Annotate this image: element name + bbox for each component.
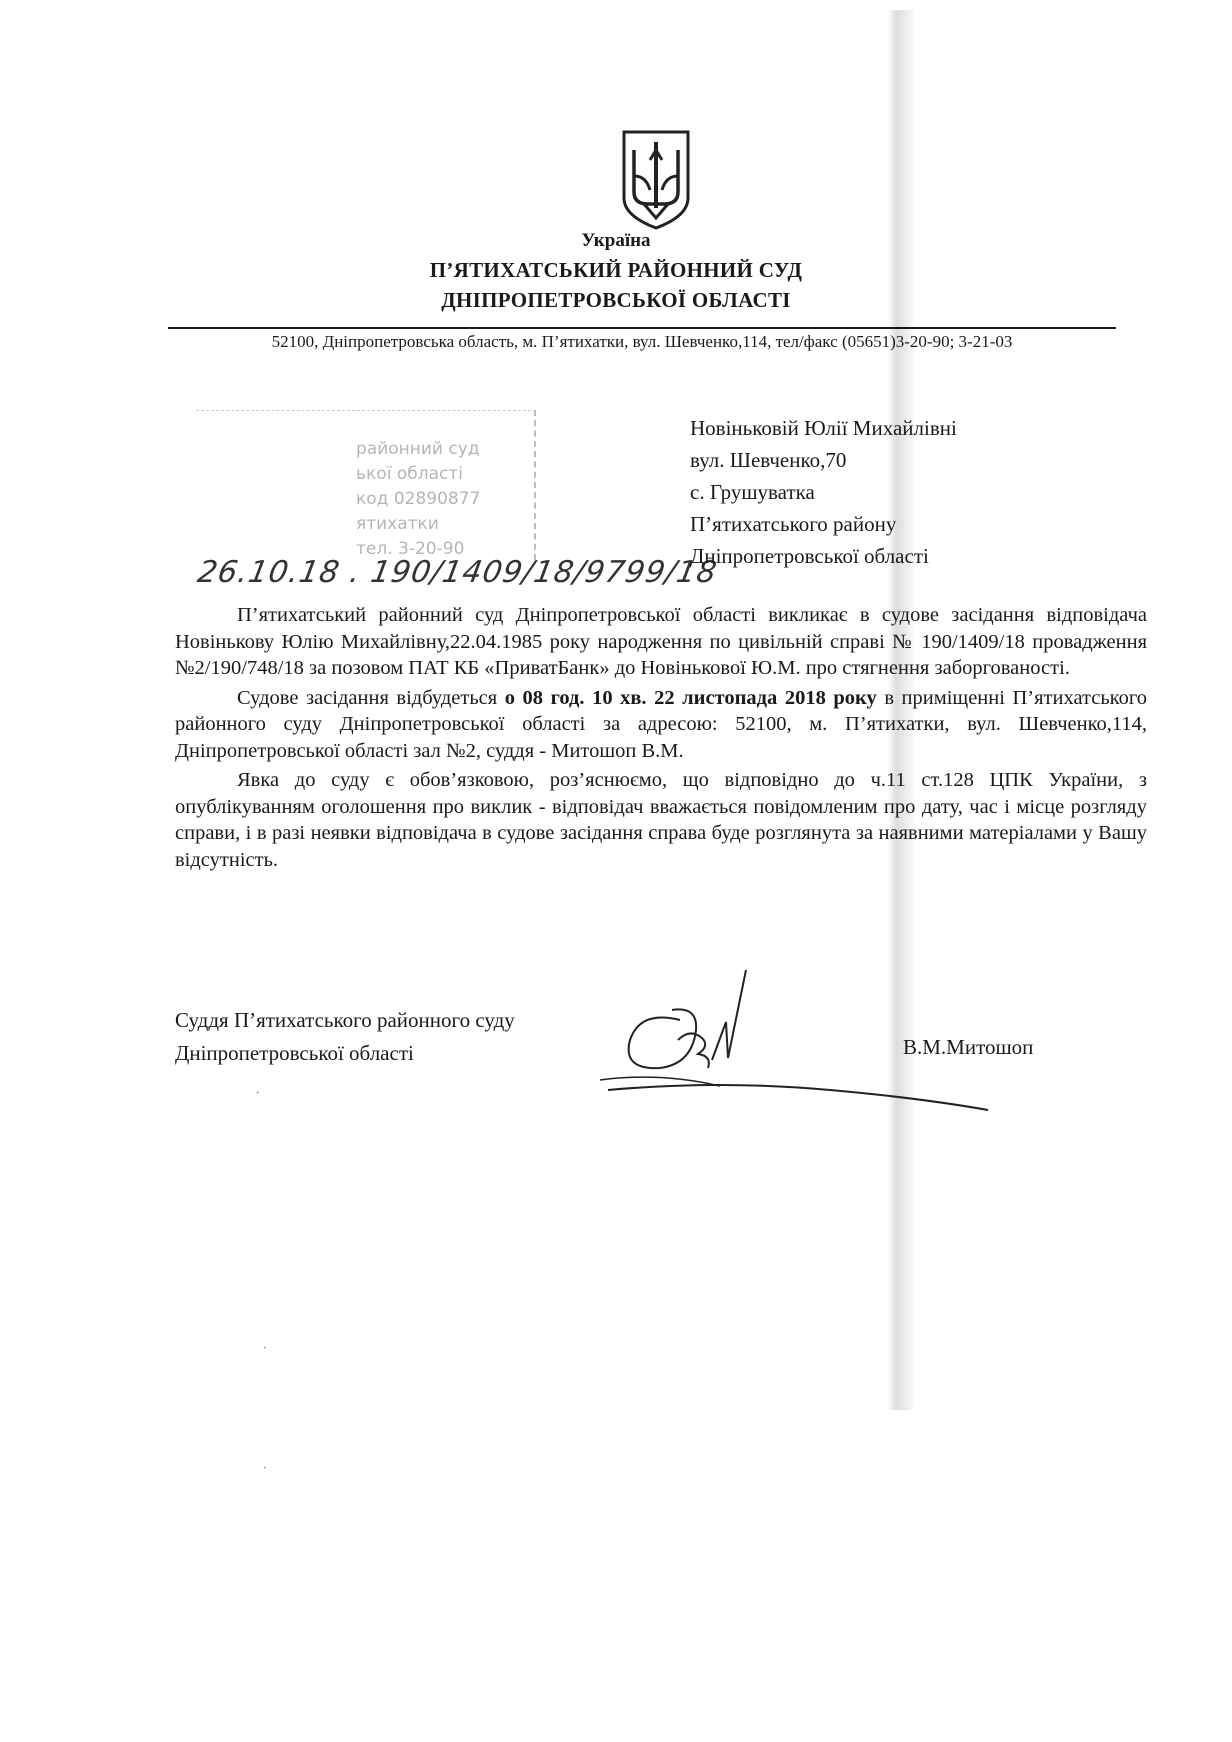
judge-name: В.М.Митошоп [903,1035,1034,1059]
stamp-line: районний суд [356,439,480,459]
judge-role-line-2: Дніпропетровської області [175,1041,414,1065]
judge-role-line-1: Суддя П’ятихатського районного суду [175,1008,515,1032]
judge-role [175,1004,515,1070]
stamp-line: код 02890877 [356,489,481,509]
header-divider [168,327,1116,329]
scan-artifact: · [255,1085,261,1102]
court-region: ДНІПРОПЕТРОВСЬКОЇ ОБЛАСТІ [441,288,791,312]
recipient-street: вул. Шевченко,70 [690,448,847,472]
hearing-intro: Судове засідання відбудеться [237,686,505,709]
stamp-line: ької області [356,464,463,484]
stamp-line: тел. 3-20-90 [356,539,465,559]
recipient-district: П’ятихатського району [690,512,897,536]
summons-paragraph-2 [175,685,1147,765]
stamp-line: ятихатки [356,514,439,534]
summons-paragraph-1: П’ятихатський районний суд Дніпропетровської області викликає в судове засідання відповідача Новінькову Юлію Михайлівну,22.04.1985 року народження по цивільній справі № 190/1409/18 провадження №2/190/748/18 за позовом ПАТ КБ «ПриватБанк» до Новінькової Ю.М. про стягнення заборгованості. [175,604,1147,679]
handwritten-registration-number: 26.10.18 . 190/1409/18/9799/18 [194,555,721,590]
hearing-location: в приміщенні П’ятихатського районного суду Дніпропетровської області за адресою: 52100, м. П’ятихатки, вул. Шевченко,114, Дніпропетровської області зал №2, суддя - Митошоп В.М. [175,686,1147,762]
summons-paragraph-3: Явка до суду є обов’язковою, роз’яснюємо, що відповідно до ч.11 ст.128 ЦПК України, з опублікуванням оголошення про виклик - відповідач вважається повідомленим про дату, час і місце розгляду справи, і в разі неявки відповідача в судове засідання справа буде розглянута за наявними матеріалами у Вашу відсутність. [175,769,1147,871]
recipient-name: Новіньковій Юлії Михайлівні [690,416,957,440]
registration-stamp [196,410,536,560]
recipient-address-block [690,412,957,572]
country-name: Україна [581,230,651,251]
hearing-datetime: о 08 год. 10 хв. 22 листопада 2018 року [504,686,877,709]
recipient-village: с. Грушуватка [690,480,815,504]
ukraine-trident-icon [620,128,692,232]
scan-artifact: · [262,1460,268,1477]
court-name: П’ЯТИХАТСЬКИЙ РАЙОННИЙ СУД [429,258,803,282]
recipient-region: Дніпропетровської області [690,544,929,568]
scan-artifact: · [262,1340,268,1357]
summons-body [175,602,1147,876]
court-address-line: 52100, Дніпропетровська область, м. П’ятихатки, вул. Шевченко,114, тел/факс (05651)3-20-90; 3-21-03 [271,332,1013,351]
